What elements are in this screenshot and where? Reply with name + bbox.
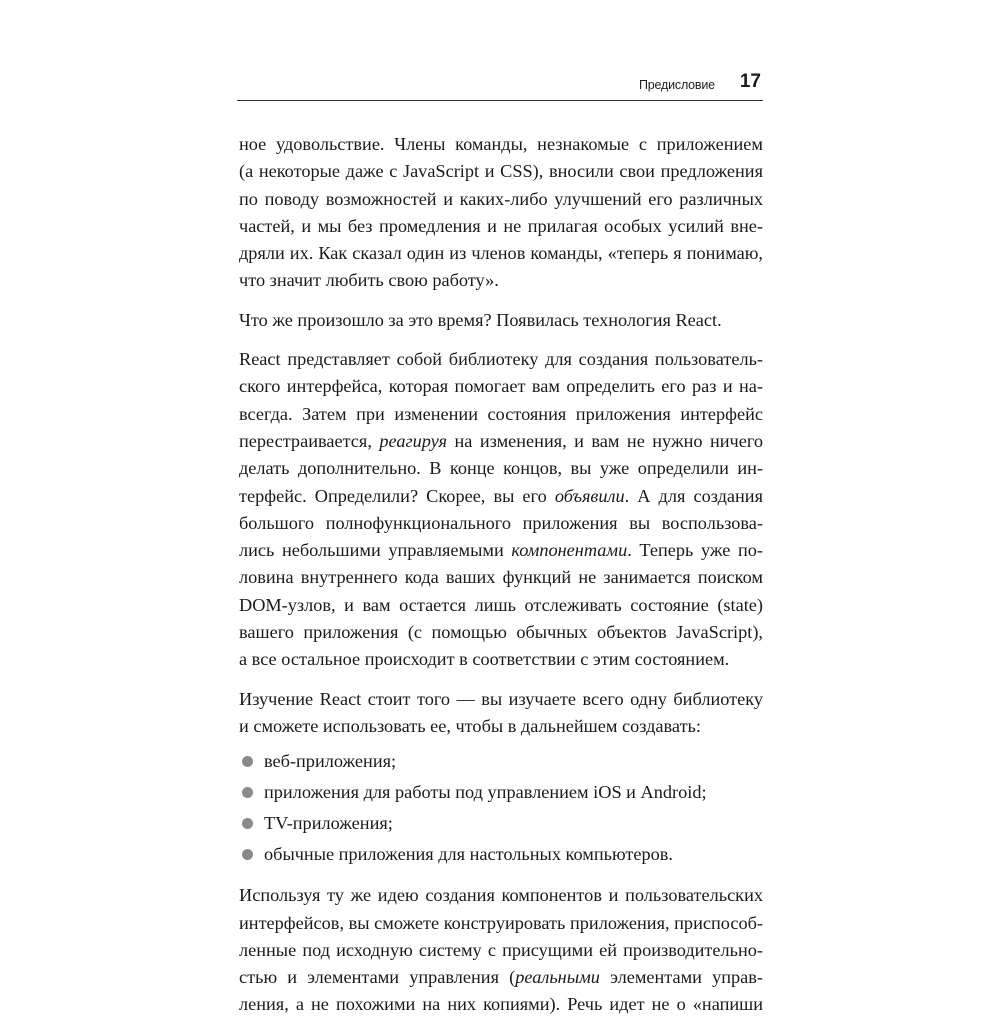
text-run: стью и элементами управления ( <box>239 967 516 988</box>
text-run: . А для создания <box>624 485 763 506</box>
text-line: Что же произошло за это время? Появилась технология React. <box>239 309 722 330</box>
text-line: и сможете использовать ее, чтобы в дальнейшем создавать: <box>239 715 701 736</box>
bullet-icon <box>242 787 253 798</box>
text-line: Используя ту же идею создания компонентов и пользовательских <box>239 885 763 906</box>
emphasis: реальными <box>515 967 600 988</box>
text-line: Изучение React стоит того — вы изучаете всего одну библиотеку <box>239 688 763 709</box>
text-line <box>239 483 763 510</box>
list-item-text: приложения для работы под управлением iOS и Android; <box>264 782 707 803</box>
text-line <box>239 964 763 991</box>
list-item <box>239 746 763 777</box>
paragraph-1 <box>239 131 763 295</box>
text-run: перестраивается, <box>239 430 380 451</box>
list-item-text: обычные приложения для настольных компьютеров. <box>264 844 673 865</box>
text-line: React представляет собой библиотеку для создания пользователь- <box>239 349 763 370</box>
text-line <box>239 428 763 455</box>
paragraph-3 <box>239 346 763 674</box>
paragraph-4 <box>239 686 763 741</box>
emphasis: компонентами <box>511 540 628 561</box>
text-line: ловина внутреннего кода ваших функций не занимается поиском <box>239 567 763 588</box>
text-line: большого полнофункционального приложения вы воспользова- <box>239 512 763 533</box>
bullet-icon <box>242 849 253 860</box>
text-line: ное удовольствие. Члены команды, незнакомые с приложением <box>239 134 763 154</box>
text-line: интерфейсов, вы сможете конструировать приложения, приспособ- <box>239 912 763 933</box>
emphasis: объявили <box>554 485 625 506</box>
text-line: ского интерфейса, которая помогает вам определить его раз и на- <box>239 376 763 397</box>
header-rule <box>237 100 763 101</box>
bullet-list <box>239 746 763 870</box>
list-item <box>239 808 763 839</box>
running-header <box>237 70 763 102</box>
text-run: элементами управ- <box>599 967 763 988</box>
page-number: 17 <box>739 71 761 92</box>
text-line: DOM-узлов, и вам остается лишь отслеживать состояние (state) <box>239 594 763 615</box>
text-line: а все остальное происходит в соответствии с этим состоянием. <box>239 649 730 670</box>
text-line: по поводу возможностей и каких-либо улучшений его различных <box>239 188 763 209</box>
list-item-text: веб-приложения; <box>264 751 397 772</box>
bullet-icon <box>242 756 253 767</box>
text-line: всегда. Затем при изменении состояния приложения интерфейс <box>239 403 763 424</box>
text-line: что значит любить свою работу». <box>239 270 499 291</box>
page-body <box>239 131 763 1019</box>
text-line: частей, и мы без промедления и не прилагая особых усилий вне- <box>239 215 763 236</box>
text-run: терфейс. Определили? Скорее, вы его <box>239 485 555 506</box>
text-line <box>239 537 763 564</box>
text-run: . Теперь уже по- <box>627 540 763 561</box>
text-run: на изменения, и вам не нужно ничего <box>447 430 764 451</box>
text-line: вашего приложения (с помощью обычных объектов JavaScript), <box>239 622 763 643</box>
text-line: делать дополнительно. В конце концов, вы уже определили ин- <box>239 458 763 479</box>
paragraph-2 <box>239 307 763 334</box>
text-line: ления, а не похожими на них копиями). Речь идет не о «напиши <box>239 994 763 1015</box>
list-item <box>239 839 763 870</box>
list-item <box>239 777 763 808</box>
paragraph-5 <box>239 882 763 1018</box>
text-line: дряли их. Как сказал один из членов команды, «теперь я понимаю, <box>239 243 763 264</box>
bullet-icon <box>242 818 253 829</box>
text-line: ленные под исходную систему с присущими ей производительно- <box>239 939 763 960</box>
list-item-text: TV-приложения; <box>264 813 393 834</box>
emphasis: реагируя <box>379 430 448 451</box>
text-run: лись небольшими управляемыми <box>239 540 512 561</box>
text-line: (а некоторые даже с JavaScript и CSS), вносили свои предложения <box>239 161 763 182</box>
section-title: Предисловие <box>639 78 715 92</box>
